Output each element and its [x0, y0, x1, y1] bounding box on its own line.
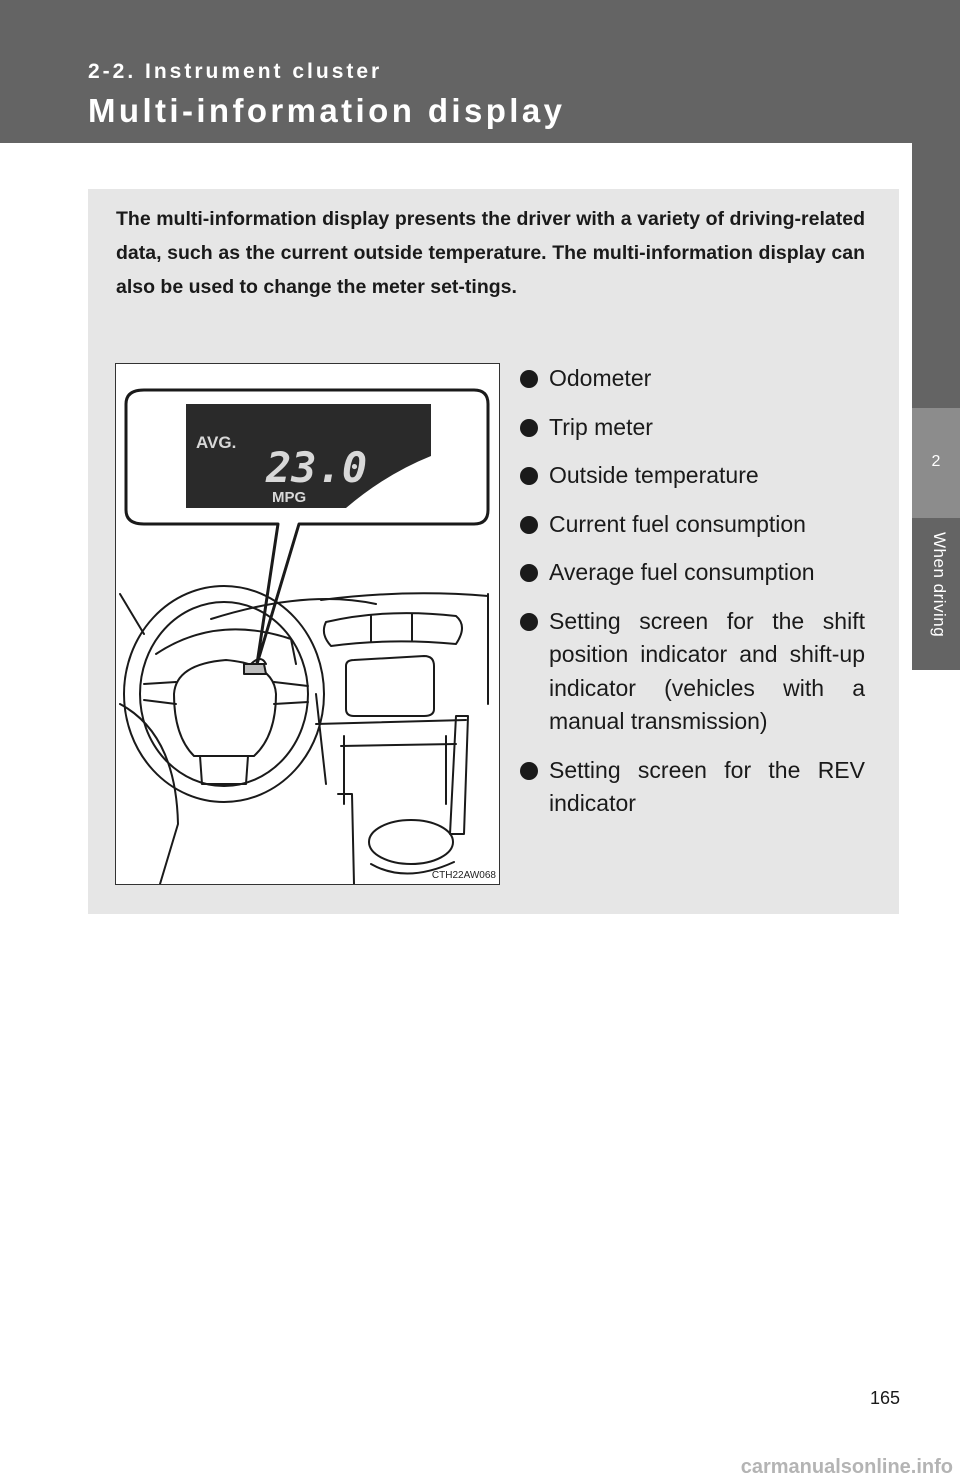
bullet-icon: [520, 762, 538, 780]
watermark: carmanualsonline.info: [740, 1456, 953, 1478]
list-item: Average fuel consumption: [520, 556, 865, 590]
page-number: 165: [869, 1388, 900, 1408]
page-title: Multi-information display: [88, 92, 566, 129]
list-item: Setting screen for the REV indicator: [520, 754, 865, 821]
bullet-icon: [520, 467, 538, 485]
section-heading: 2-2. Instrument cluster: [88, 60, 383, 83]
chapter-number: 2: [931, 453, 941, 470]
intro-paragraph: The multi-information display presents the driver with a variety of driving-related data, such as the current outside temperature. The multi-information display can also be used to change the meter set-tings.: [116, 208, 865, 298]
dashboard-drawing: [116, 364, 499, 884]
list-item: Odometer: [520, 362, 865, 396]
list-item: Current fuel consumption: [520, 508, 865, 542]
page-header: [0, 0, 960, 143]
list-item: Outside temperature: [520, 459, 865, 493]
feature-list: [520, 362, 865, 836]
figure-code: CTH22AW068: [431, 870, 496, 881]
bullet-icon: [520, 516, 538, 534]
list-item: Setting screen for the shift position indicator and shift-up indicator (vehicles with a manual transmission): [520, 605, 865, 739]
bullet-icon: [520, 370, 538, 388]
display-value: 23.0: [266, 443, 368, 492]
bullet-icon: [520, 419, 538, 437]
bullet-icon: [520, 613, 538, 631]
display-unit: MPG: [272, 489, 307, 506]
chapter-label: When driving: [930, 532, 949, 638]
bullet-icon: [520, 564, 538, 582]
list-item: Trip meter: [520, 411, 865, 445]
dashboard-illustration: [115, 363, 500, 885]
display-label: AVG.: [196, 433, 237, 452]
